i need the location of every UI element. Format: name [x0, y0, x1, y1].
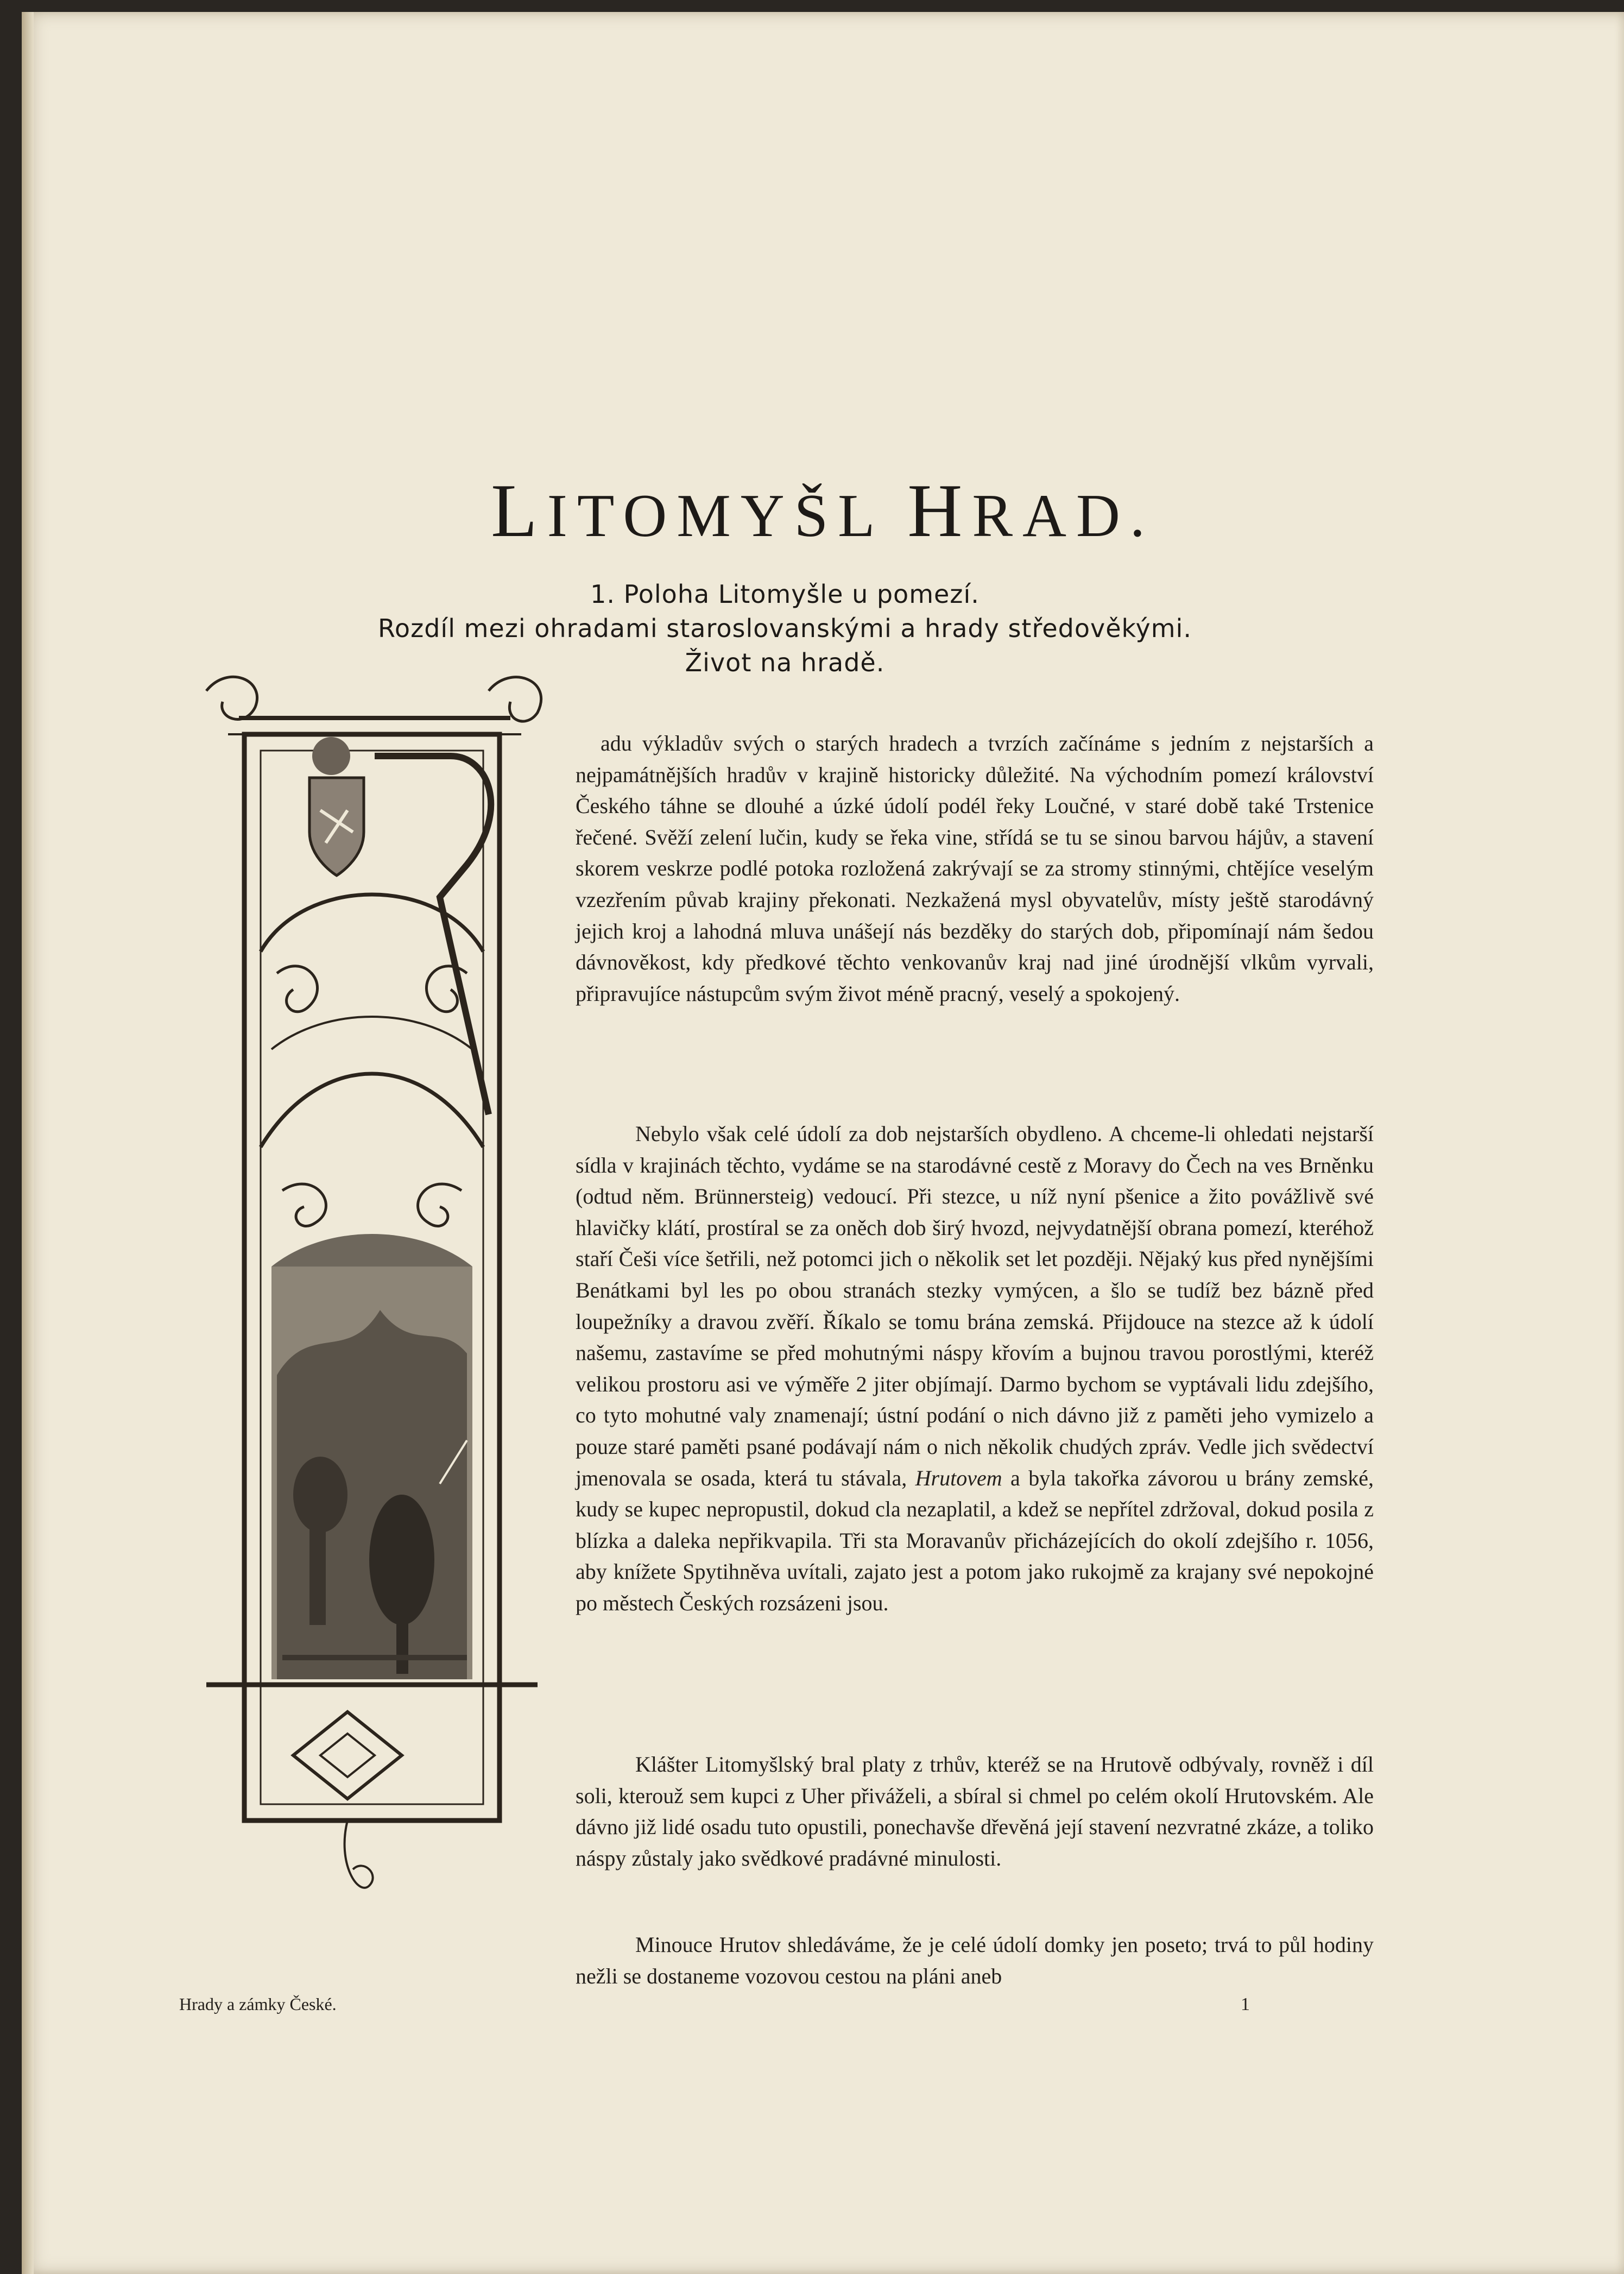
- title-part-1: ITOMYŠL: [547, 482, 908, 550]
- knight-scene-illustration: [271, 1234, 472, 1679]
- section-heading-line-2: Rozdíl mezi ohradami staroslovanskými a hrady středověkými.: [378, 614, 1192, 643]
- title-initial-2: H: [907, 469, 972, 553]
- paragraph-2-text-b: a byla takořka závorou u brány zemské, kudy se kupec nepropustil, dokud cla nezaplatil, a kdež se nepřítel zdržoval, dokud posila z blízka a daleka nepřikvapila. Tři sta Moravanův přicházejících do okolí zdejšího r. 1056, aby knížete Spytihněva uvítali, zajato jest a potom jako rukojmě za krajany své nepokojné po městech Českých rozsázeni jsou.: [576, 1465, 1374, 1615]
- page-title: [22, 467, 1624, 555]
- title-part-2: RAD.: [972, 482, 1155, 550]
- ornamental-initial-illustration: [185, 669, 581, 1935]
- book-page: [22, 12, 1624, 2274]
- paragraph-3: Klášter Litomyšlský bral platy z trhův, kteréž se na Hrutově odbývaly, rovněž i díl soli, kterouž sem kupci z Uher přiváželi, a sbíral si chmel po celém okolí Hrutovském. Ale dávno již lidé osadu tuto opustili, ponechavše dřevěná její stavení nezvratné zkáze, a toliko náspy zůstaly jako svědkové pradávné minulosti.: [576, 1752, 1374, 1870]
- paragraph-1-text: adu výkladův svých o starých hradech a tvrzích začínáme s jedním z nejstarších a nejpamátnějších hradův v krajině historicky důležité. Na východním pomezí království Českého táhne se dlouhé a úzké údolí podél řeky Loučné, v staré době také Trstenice řečené. Svěží zelení lučin, kudy se řeka vine, střídá se tu se sinou barvou hájův, a stavení skorem veskrze podlé potoka rozložená zakrývají se za stromy stinnými, chtějíce veselým vzezřením půvab krajiny překonati. Nezkažená mysl obyvatelův, místy ještě starodávný jejich kroj a lahodná mluva unášejí nás bezděky do starých dob, připomínají nám šedou dávnověkost, kdy předkové těchto venkovanův kraj nad jiné úrodnější vlkům vyrvali, připravujíce nástupcům svým život méně pracný, veselý a spokojený.: [576, 731, 1374, 1006]
- paragraph-2: [576, 1118, 1374, 1619]
- footer-book-title: Hrady a zámky České.: [179, 1994, 337, 2014]
- title-initial-1: L: [491, 469, 547, 553]
- paragraph-2-text-a: Nebylo však celé údolí za dob nejstarších obydleno. A chceme-li ohledati nejstarší sídla v krajinách těchto, vydáme se na starodávné cestě z Moravy do Čech na ves Brněnku (odtud něm. Brünnersteig) vedoucí. Při stezce, u níž nyní pšenice a žito povážlivě své hlavičky klátí, prostíral se za oněch dob širý hvozd, nejvydatnější obrana pomezí, kteréhož staří Češi více šetřili, než potomci jich o několik set let později. Nějaký kus před nynějšími Benátkami byl les po obou stranách stezky vymýcen, a šlo se tudíž bez bázně před loupežníky a dravou zvěří. Říkalo se tomu brána zemská. Přijdouce na stezce až k údolí našemu, zastavíme se před mohutnými náspy křovím a bujnou travou porostlými, kteréž velikou prostoru asi ve výměře 2 jiter objímají. Darmo bychom se vyptávali lidu zdejšího, co tyto mohutné valy znamenají; ústní podání o nich dávno již z paměti jeho vymizelo a pouze staré paměti psané podávají nám o nich několik chudých zpráv. Vedle jich svědectví jmenovala se osada, která tu stávala,: [576, 1122, 1374, 1490]
- page-number: 1: [1241, 1994, 1250, 2014]
- section-heading-line-1: 1. Poloha Litomyšle u pomezí.: [590, 579, 980, 609]
- section-heading-line-3: Život na hradě.: [685, 648, 885, 677]
- coat-of-arms-icon: [309, 737, 364, 875]
- paragraph-4: Minouce Hrutov shledáváme, že je celé údolí domky jen poseto; trvá to půl hodiny nežli se dostaneme vozovou cestou na pláni aneb: [576, 1932, 1374, 1988]
- paragraph-2-italic: Hrutovem: [915, 1465, 1002, 1490]
- paragraph-1: [576, 728, 1374, 1009]
- scroll-flourish: [206, 677, 257, 719]
